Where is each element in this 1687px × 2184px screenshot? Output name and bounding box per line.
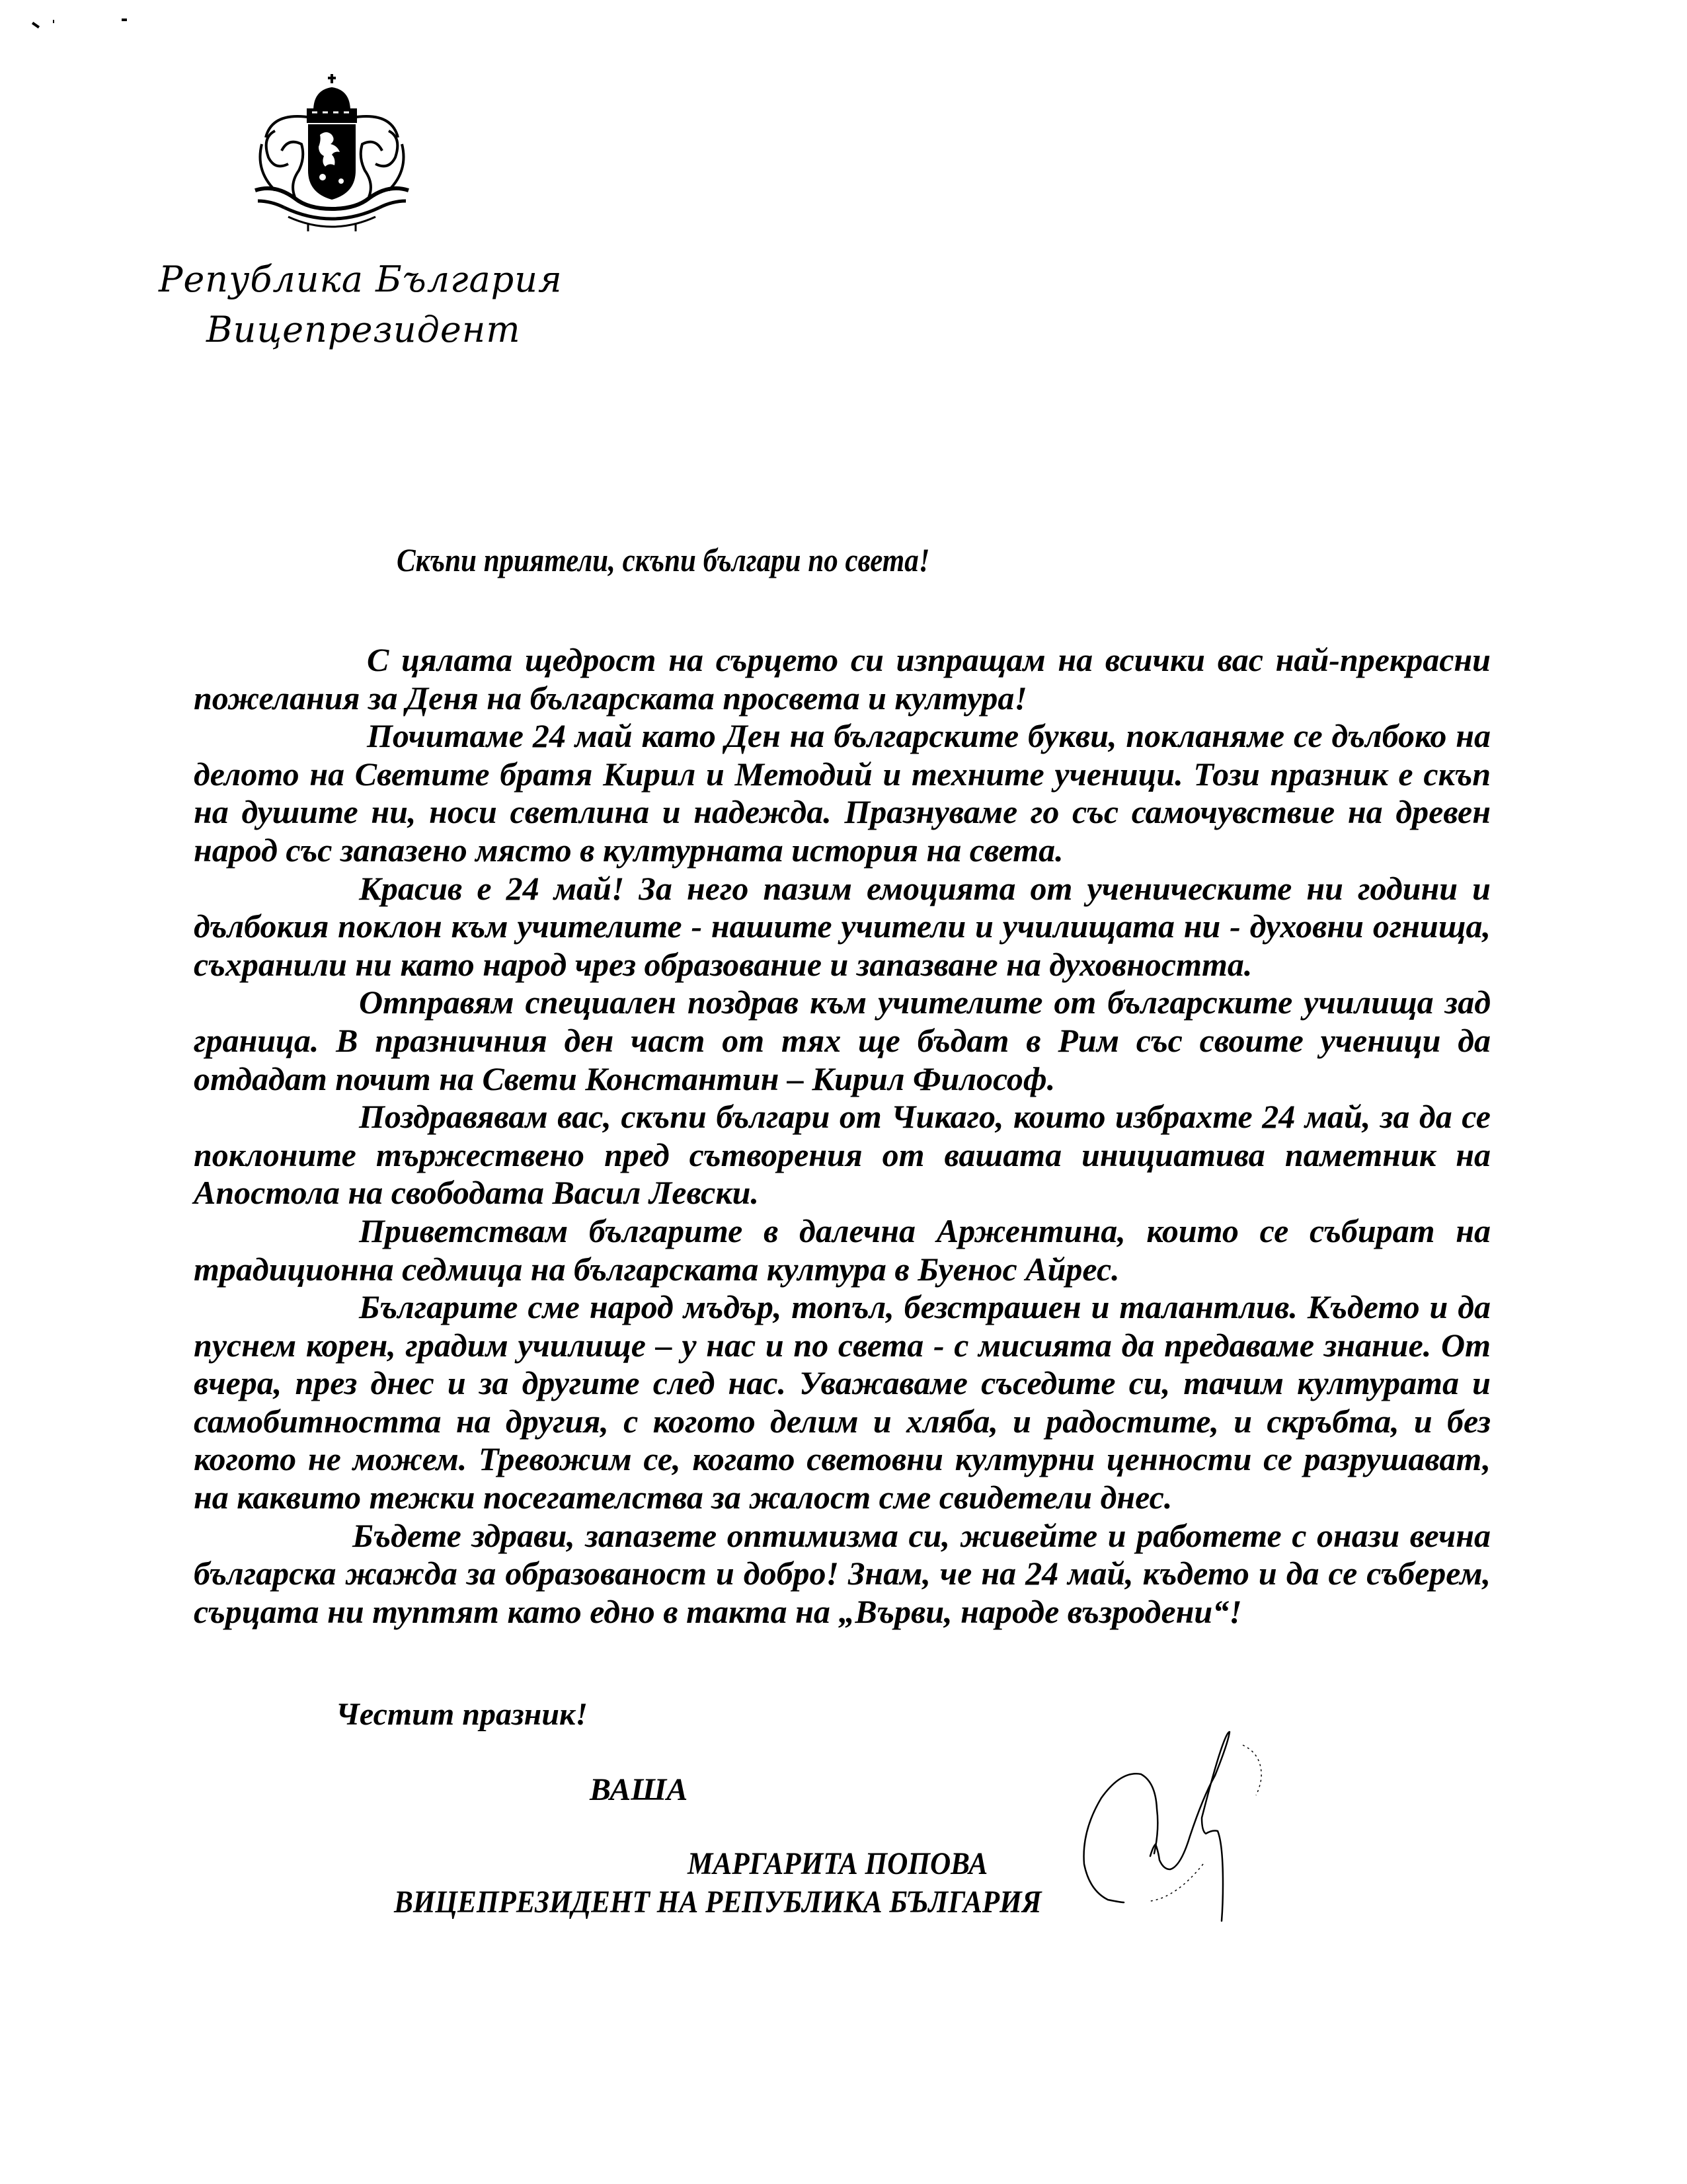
signer-title: ВИЦЕПРЕЗИДЕНТ НА РЕПУБЛИКА БЪЛГАРИЯ (394, 1885, 1042, 1920)
body-paragraph: Бъдете здрави, запазете оптимизма си, живейте и работете с онази вечна българска жажда за образованост и добро! Знам, че на 24 май, където и да се съберем, сърцата ни туптят като едно в такта на „Върви, народе възродени“! (194, 1516, 1491, 1630)
body-paragraph: Отправям специален поздрав към учителите от българските училища зад граница. В празничния ден част от тях ще бъдат в Рим със своите ученици да отдадат почит на Свети Константин – Кирил Философ. (194, 984, 1491, 1097)
letter-greeting: Скъпи приятели, скъпи българи по света! (397, 541, 930, 578)
letterhead-country: Република България (159, 258, 563, 300)
letterhead-office: Вицепрезидент (206, 309, 521, 350)
scan-speck (122, 19, 127, 21)
body-paragraph: Почитаме 24 май като Ден на българските букви, покланяме се дълбоко на делото на Светите братя Кирил и Методий и техните ученици. Този празник е скъп на душите ни, носи светлина и надежда. Празнуваме го със самочувствие на древен народ със запазено място в културната история на света. (194, 717, 1491, 869)
body-paragraph: Красив е 24 май! За него пазим емоцията от ученическите ни години и дълбокия поклон към учителите - нашите учители и училищата ни - духовни огнища, съхранили ни като народ чрез образование и запазване на духовността. (194, 869, 1491, 983)
signature-icon (1044, 1692, 1282, 1930)
coat-of-arms-icon (242, 71, 422, 233)
closing-wish: Честит празник! (336, 1697, 588, 1732)
closing-yours: ВАША (590, 1772, 688, 1807)
body-paragraph: Приветствам българите в далечна Аржентина, които се събират на традиционна седмица на българската култура в Буенос Айрес. (194, 1212, 1491, 1288)
scan-speck (53, 20, 54, 23)
scan-speck (32, 22, 40, 28)
body-paragraph: Поздравявам вас, скъпи българи от Чикаго, които избрахте 24 май, за да се поклоните тържествено пред сътворения от вашата инициатива паметник на Апостола на свободата Васил Левски. (194, 1098, 1491, 1212)
body-paragraph: С цялата щедрост на сърцето си изпращам на всички вас най-прекрасни пожелания за Деня на българската просвета и култура! (194, 641, 1491, 717)
letter-body (194, 641, 1491, 1631)
signer-name: МАРГАРИТА ПОПОВА (687, 1846, 988, 1881)
body-paragraph: Българите сме народ мъдър, топъл, безстрашен и талантлив. Където и да пуснем корен, градим училище – у нас и по света - с мисията да предаваме знание. От вчера, през днес и за другите след нас. Уважаваме съседите си, тачим културата и самобитността на другия, с когото делим и хляба, и радостите, и скръбта, и без когото не можем. Тревожим се, когато световни културни ценности се разрушават, на каквито тежки посегателства за жалост сме свидетели днес. (194, 1288, 1491, 1516)
